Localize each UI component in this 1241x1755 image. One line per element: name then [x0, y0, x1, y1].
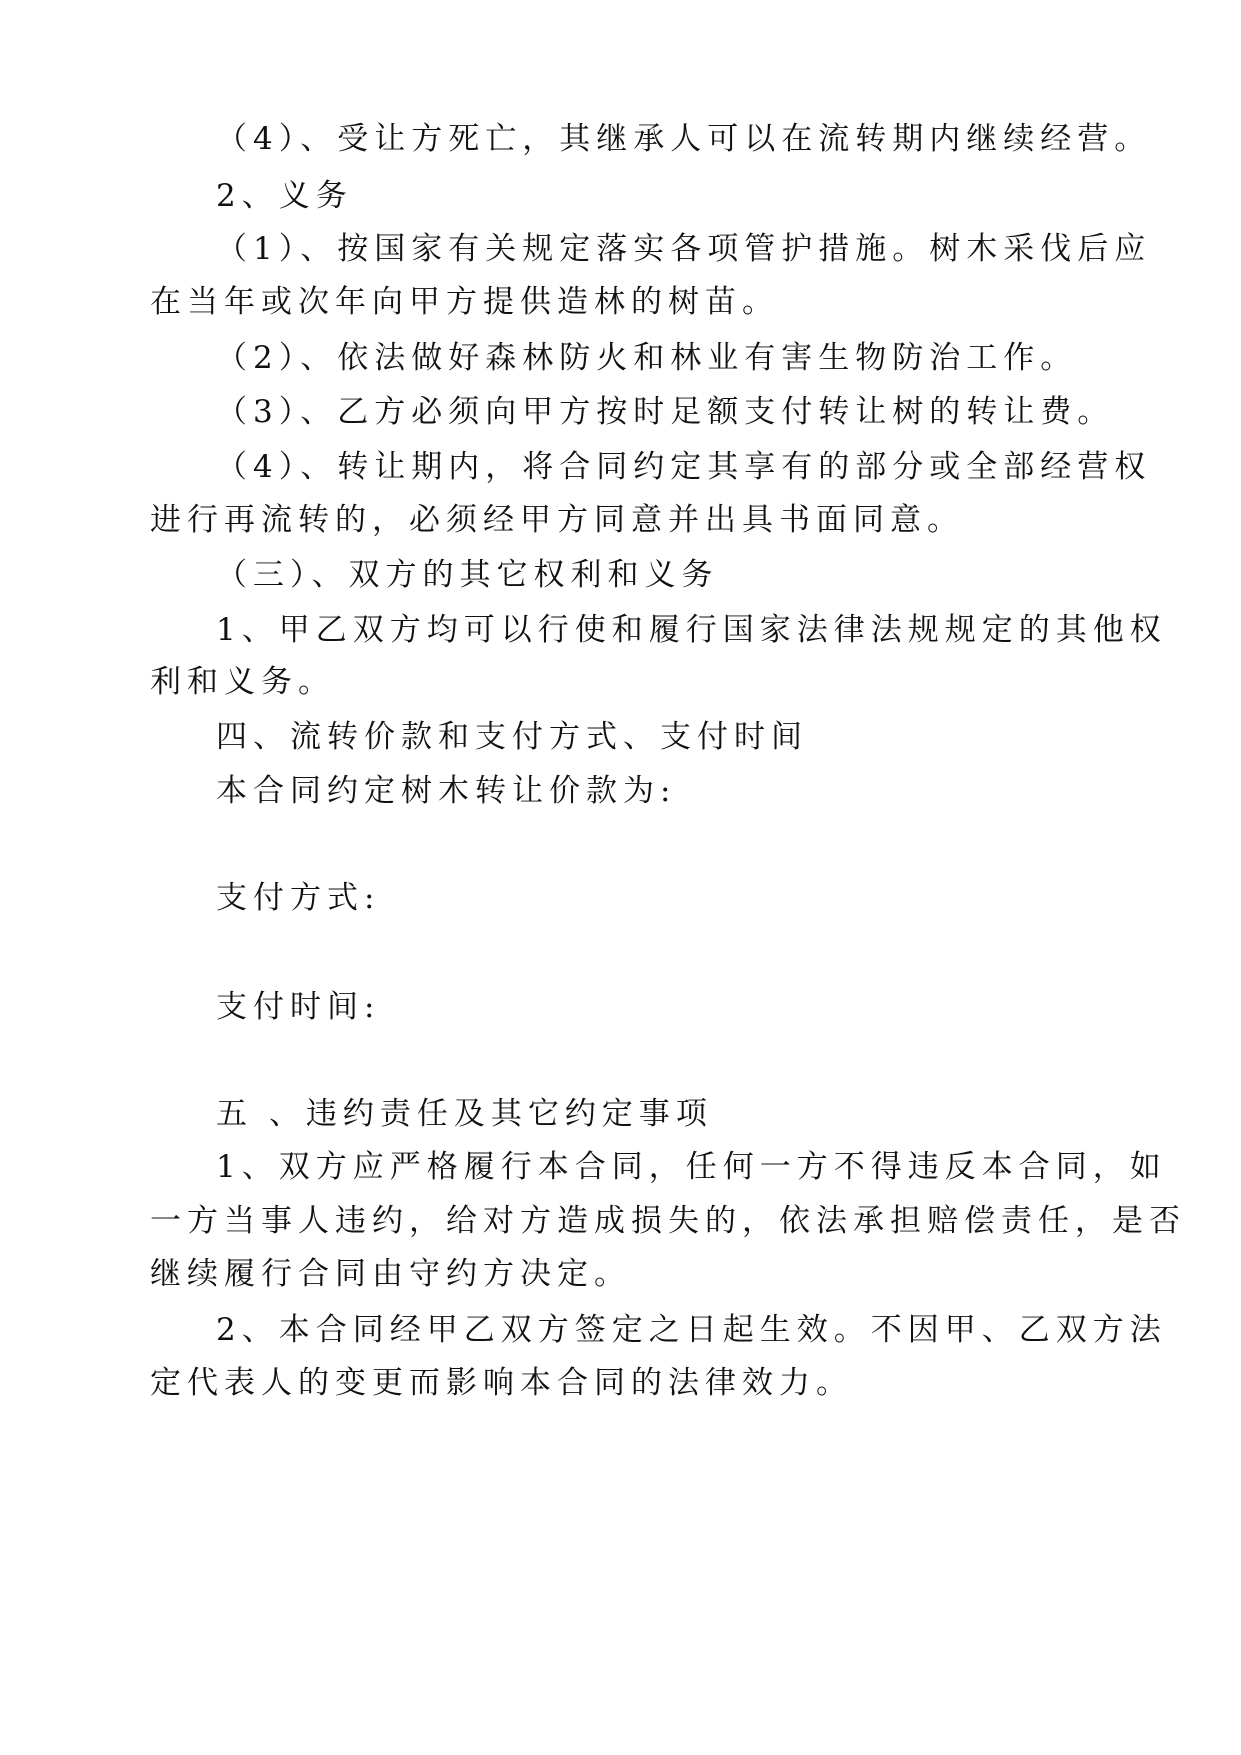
clause-other-rights-1-cont: 利和义务。 [150, 664, 335, 700]
clause-obligation-3: （3）、乙方必须向甲方按时足额支付转让树的转让费。 [216, 394, 1115, 430]
field-payment-time: 支付时间: [216, 989, 381, 1025]
heading-price-payment: 四、流转价款和支付方式、支付时间 [216, 719, 808, 755]
clause-rights-4: （4）、受让方死亡，其继承人可以在流转期内继续经营。 [216, 121, 1152, 157]
clause-liability-1: 1、双方应严格履行本合同，任何一方不得违反本合同，如 [216, 1149, 1167, 1185]
clause-obligation-1: （1）、按国家有关规定落实各项管护措施。树木采伐后应 [216, 231, 1152, 267]
clause-liability-1-end: 继续履行合同由守约方决定。 [150, 1256, 631, 1292]
clause-liability-1-cont: 一方当事人违约，给对方造成损失的，依法承担赔偿责任，是否 [150, 1203, 1186, 1239]
clause-liability-2-cont: 定代表人的变更而影响本合同的法律效力。 [150, 1365, 853, 1401]
clause-obligation-4-cont: 进行再流转的，必须经甲方同意并出具书面同意。 [150, 502, 964, 538]
clause-obligation-4: （4）、转让期内，将合同约定其享有的部分或全部经营权 [216, 449, 1152, 485]
heading-obligations: 2、义务 [216, 178, 353, 214]
heading-liability: 五 、违约责任及其它约定事项 [216, 1096, 713, 1132]
heading-other-rights: （三）、双方的其它权利和义务 [216, 557, 719, 593]
field-transfer-price: 本合同约定树木转让价款为: [216, 773, 677, 809]
clause-liability-2: 2、本合同经甲乙双方签定之日起生效。不因甲、乙双方法 [216, 1312, 1167, 1348]
field-payment-method: 支付方式: [216, 880, 381, 916]
clause-obligation-1-cont: 在当年或次年向甲方提供造林的树苗。 [150, 284, 779, 320]
clause-other-rights-1: 1、甲乙双方均可以行使和履行国家法律法规规定的其他权 [216, 612, 1167, 648]
clause-obligation-2: （2）、依法做好森林防火和林业有害生物防治工作。 [216, 340, 1078, 376]
